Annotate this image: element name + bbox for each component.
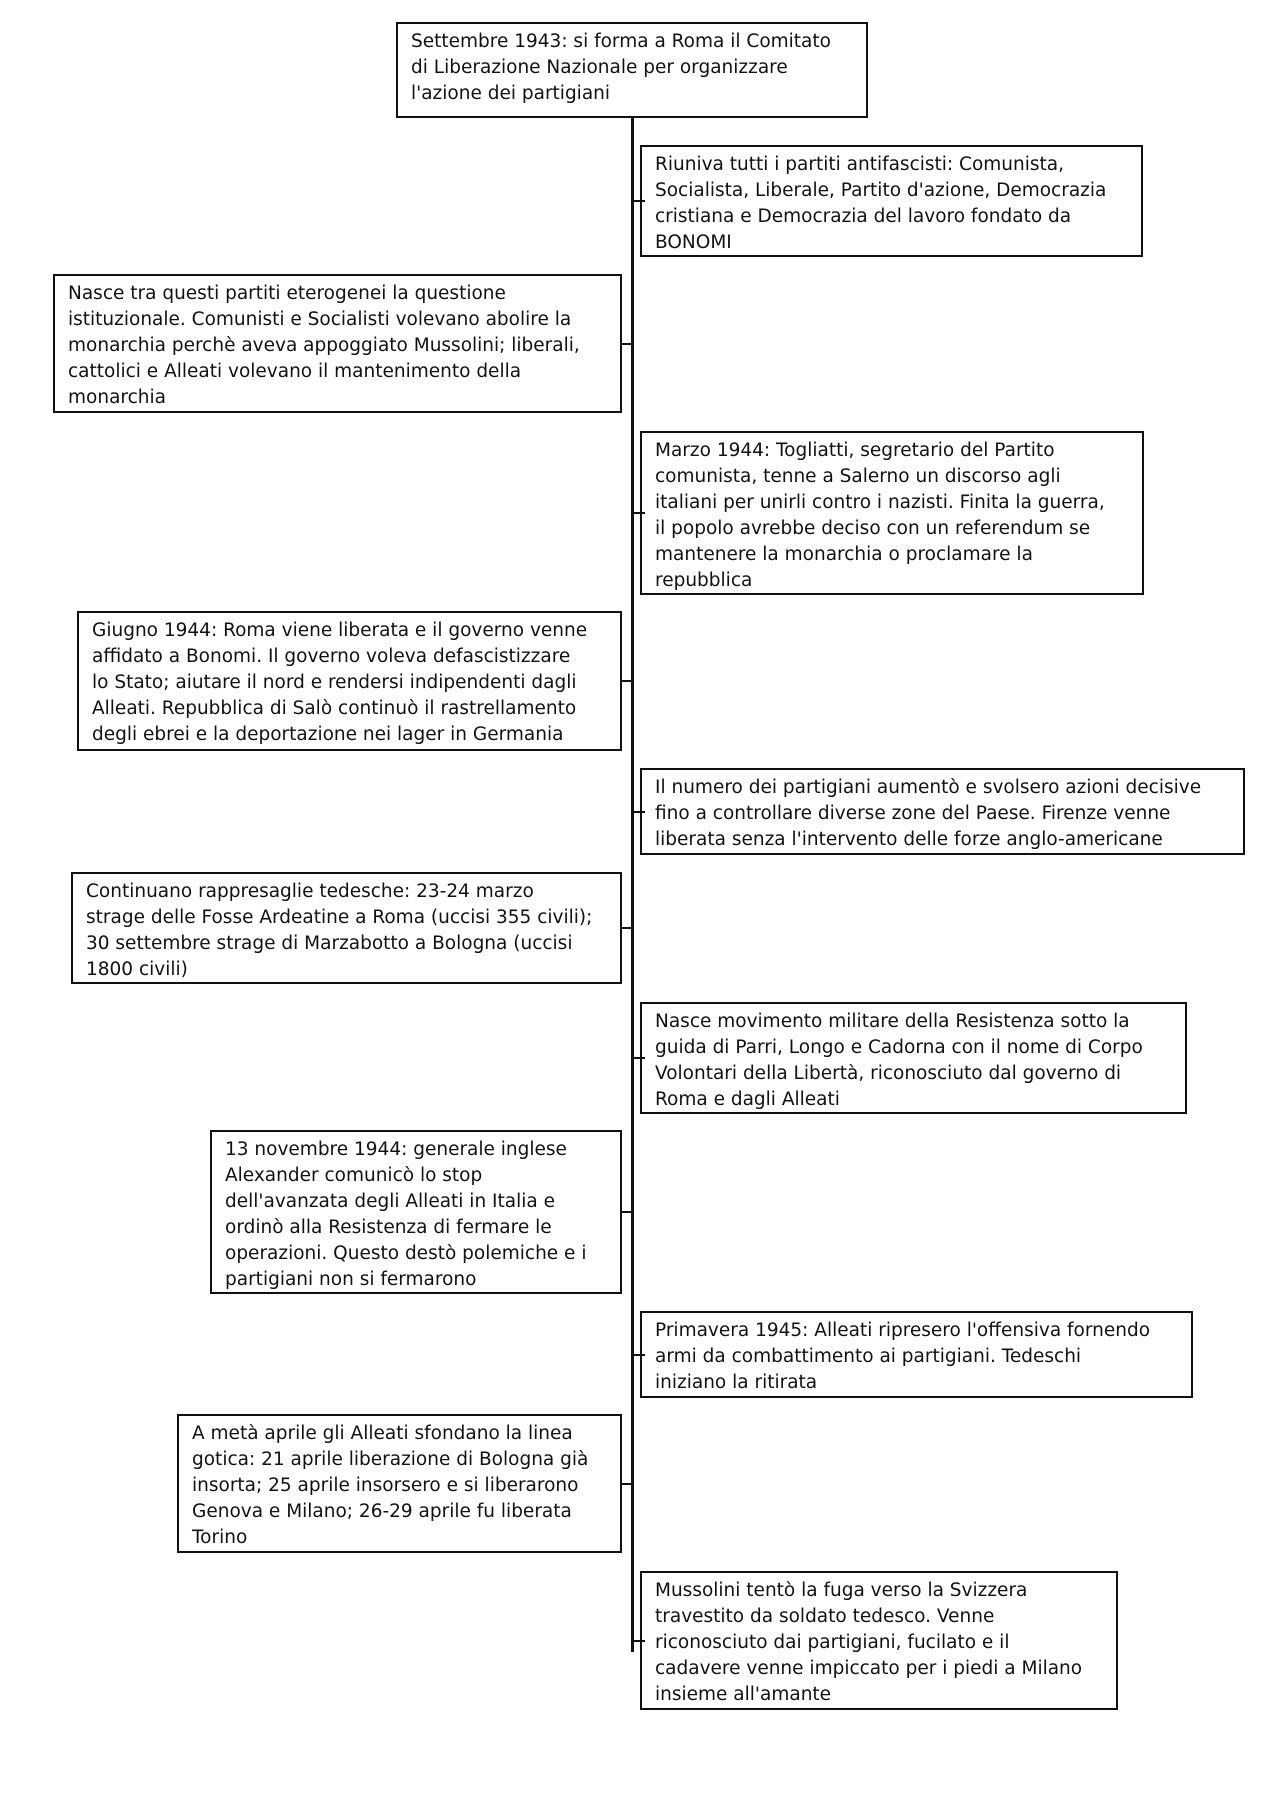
timeline-event-2: Nasce tra questi partiti eterogenei la questione istituzionale. Comunisti e Socialisti volevano abolire la monarchia perchè aveva appoggiato Mussolini; liberali, cattolici e Alleati volevano il mantenimento della monarchia (53, 274, 622, 413)
timeline-event-5: Il numero dei partigiani aumentò e svolsero azioni decisive fino a controllare diverse zone del Paese. Firenze venne liberata senza l'intervento delle forze anglo-americane (640, 768, 1245, 855)
timeline-event-8: 13 novembre 1944: generale inglese Alexander comunicò lo stop dell'avanzata degli Alleati in Italia e ordinò alla Resistenza di fermare le operazioni. Questo destò polemiche e i partigiani non si fermarono (210, 1130, 622, 1294)
connector-event-6 (621, 927, 633, 929)
connector-event-9 (633, 1354, 645, 1356)
timeline-event-11: Mussolini tentò la fuga verso la Svizzera travestito da soldato tedesco. Venne riconosciuto dai partigiani, fucilato e il cadavere venne impiccato per i piedi a Milano insieme all'amante (640, 1571, 1118, 1710)
timeline-event-1: Riuniva tutti i partiti antifascisti: Comunista, Socialista, Liberale, Partito d'azione, Democrazia cristiana e Democrazia del lavoro fondato da BONOMI (640, 145, 1143, 257)
connector-event-10 (621, 1483, 633, 1485)
connector-event-5 (633, 811, 645, 813)
timeline-event-3: Marzo 1944: Togliatti, segretario del Partito comunista, tenne a Salerno un discorso agli italiani per unirli contro i nazisti. Finita la guerra, il popolo avrebbe deciso con un referendum se mantenere la monarchia o proclamare la repubblica (640, 431, 1144, 595)
timeline-axis (631, 116, 634, 1652)
connector-event-8 (621, 1211, 633, 1213)
connector-event-4 (621, 680, 633, 682)
timeline-root-event: Settembre 1943: si forma a Roma il Comitato di Liberazione Nazionale per organizzare l'azione dei partigiani (396, 22, 868, 118)
timeline-event-6: Continuano rappresaglie tedesche: 23-24 marzo strage delle Fosse Ardeatine a Roma (uccisi 355 civili); 30 settembre strage di Marzabotto a Bologna (uccisi 1800 civili) (71, 872, 622, 984)
connector-event-3 (633, 512, 645, 514)
timeline-event-7: Nasce movimento militare della Resistenza sotto la guida di Parri, Longo e Cadorna con il nome di Corpo Volontari della Libertà, riconosciuto dal governo di Roma e dagli Alleati (640, 1002, 1187, 1114)
connector-event-11 (633, 1640, 645, 1642)
connector-event-7 (633, 1057, 645, 1059)
connector-event-1 (633, 200, 645, 202)
timeline-event-9: Primavera 1945: Alleati ripresero l'offensiva fornendo armi da combattimento ai partigiani. Tedeschi iniziano la ritirata (640, 1311, 1193, 1398)
timeline-event-4: Giugno 1944: Roma viene liberata e il governo venne affidato a Bonomi. Il governo voleva defascistizzare lo Stato; aiutare il nord e rendersi indipendenti dagli Alleati. Repubblica di Salò continuò il rastrellamento degli ebrei e la deportazione nei lager in Germania (77, 611, 622, 751)
timeline-event-10: A metà aprile gli Alleati sfondano la linea gotica: 21 aprile liberazione di Bologna già insorta; 25 aprile insorsero e si liberarono Genova e Milano; 26-29 aprile fu liberata Torino (177, 1414, 622, 1553)
connector-event-2 (621, 343, 633, 345)
